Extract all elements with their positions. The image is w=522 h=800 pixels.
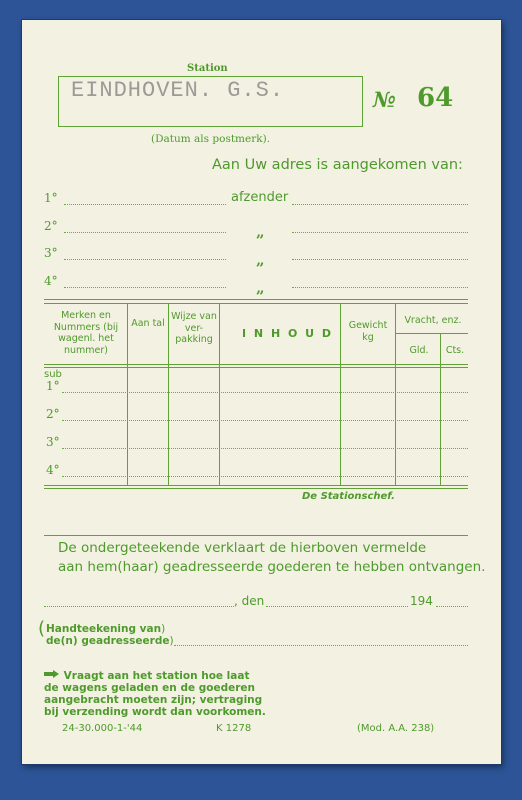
ditto-mark: „ <box>256 279 265 297</box>
date-field[interactable] <box>266 606 408 607</box>
place-field[interactable] <box>44 606 234 607</box>
year-label: 194 <box>410 594 433 608</box>
header-wijze: Wijze van ver- pakking <box>171 311 217 345</box>
column-divider <box>219 304 220 485</box>
print-code: 24-30.000-1-'44 <box>62 723 143 734</box>
table-header-rule <box>44 367 468 368</box>
table-header-rule <box>44 364 468 365</box>
column-divider <box>440 333 441 485</box>
sender-row-label: 3° <box>44 246 58 260</box>
sender-line[interactable] <box>64 287 226 288</box>
declaration-line-1: De ondergeteekende verklaart de hierboven vermelde <box>58 540 427 556</box>
ditto-mark: „ <box>256 223 265 241</box>
table-top-rule <box>44 299 468 300</box>
table-row[interactable] <box>62 448 468 449</box>
sender-row-label: 4° <box>44 274 58 288</box>
model-code: (Mod. A.A. 238) <box>357 723 435 734</box>
header-gld: Gld. <box>409 345 429 356</box>
declaration-line-2: aan hem(haar) geadresseerde goederen te hebben ontvangen. <box>58 559 486 575</box>
note-line-3: aangebracht moeten zijn; vertraging <box>44 694 263 706</box>
signature-line-2: de(n) geadresseerde <box>46 635 170 647</box>
table-row[interactable] <box>62 392 468 393</box>
sub-label: sub <box>44 369 62 380</box>
table-top-rule <box>44 303 468 304</box>
sender-line[interactable] <box>64 259 226 260</box>
sender-line[interactable] <box>292 204 468 205</box>
signature-label: ( Handteekening van) de(n) geadresseerde) <box>38 618 174 647</box>
header-cts: Cts. <box>445 345 465 356</box>
note-line-1: Vraagt aan het station hoe laat <box>63 670 250 682</box>
form-code: K 1278 <box>216 723 252 734</box>
table-row-label: 2° <box>46 407 60 421</box>
column-divider <box>127 304 128 485</box>
note-line-2: de wagens geladen en de goederen <box>44 682 255 694</box>
sender-row-label: 1° <box>44 191 58 205</box>
signature-field[interactable] <box>174 645 468 646</box>
date-note: (Datum als postmerk). <box>151 133 271 145</box>
header-vracht: Vracht, enz. <box>404 315 462 326</box>
form-number: 64 <box>417 83 454 113</box>
sender-line[interactable] <box>292 259 468 260</box>
pointing-hand-icon <box>44 669 60 682</box>
table-row[interactable] <box>62 420 468 421</box>
ditto-mark: „ <box>256 251 265 269</box>
sender-line[interactable] <box>64 232 226 233</box>
note-line-4: bij verzending wordt dan voorkomen. <box>44 706 266 718</box>
stationschef-label: De Stationschef. <box>302 491 395 502</box>
table-subheader-rule <box>395 333 468 334</box>
table-row-label: 1° <box>46 379 60 393</box>
table-bottom-rule <box>44 485 468 486</box>
table-row[interactable] <box>62 476 468 477</box>
instruction-note <box>44 669 344 718</box>
number-sign: № <box>373 87 396 112</box>
table-row-label: 3° <box>46 435 60 449</box>
header-inhoud: I N H O U D <box>242 327 334 340</box>
sender-line[interactable] <box>292 232 468 233</box>
column-divider <box>395 304 396 485</box>
den-label: , den <box>234 594 265 608</box>
header-merken: Merken en Nummers (bij wagenl. het nummer) <box>53 310 119 356</box>
table-bottom-rule <box>44 488 468 489</box>
column-divider <box>168 304 169 485</box>
freight-arrival-notice-card <box>22 20 501 764</box>
station-stamp: EINDHOVEN. G.S. <box>71 78 285 103</box>
arrival-heading: Aan Uw adres is aangekomen van: <box>212 157 463 173</box>
sender-line[interactable] <box>292 287 468 288</box>
header-aantal: Aan tal <box>131 318 165 329</box>
table-row-label: 4° <box>46 463 60 477</box>
declaration-rule <box>44 535 468 536</box>
sender-line[interactable] <box>64 204 226 205</box>
header-gewicht: Gewicht kg <box>348 320 388 343</box>
signature-line-1: Handteekening van <box>46 623 162 635</box>
station-label: Station <box>187 63 228 74</box>
column-divider <box>340 304 341 485</box>
year-field[interactable] <box>436 606 468 607</box>
sender-row-label: 2° <box>44 219 58 233</box>
sender-label: afzender <box>231 190 289 205</box>
